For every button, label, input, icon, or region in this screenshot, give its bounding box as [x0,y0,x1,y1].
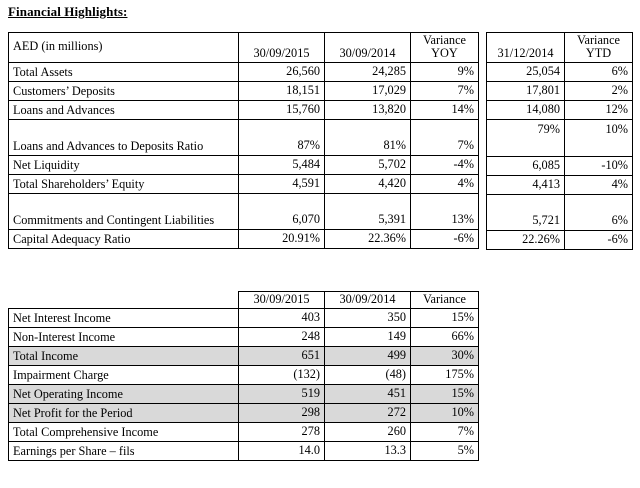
row-value-ytd: 22.26% [487,230,565,249]
row-variance-ytd: -6% [565,230,633,249]
column-header-blank [9,292,239,309]
table-row [9,229,479,248]
row-variance: 15% [411,308,479,327]
row-value-1: 248 [239,327,325,346]
row-label: Loans and Advances [9,100,239,119]
row-variance: -4% [411,155,479,174]
row-variance-ytd: 6% [565,194,633,230]
table-row [9,174,479,193]
row-value-2: 5,702 [325,155,411,174]
row-value-ytd: 25,054 [487,62,565,81]
row-value-2: 149 [325,327,411,346]
column-header-date-ytd: 31/12/2014 [487,33,565,63]
row-variance: 7% [411,81,479,100]
row-value-1: 87% [239,119,325,155]
table-row [487,175,633,194]
row-label: Impairment Charge [9,365,239,384]
row-value-1: 5,484 [239,155,325,174]
row-variance: 13% [411,193,479,229]
row-variance: 15% [411,384,479,403]
table-header-row [9,33,479,63]
table-row [9,441,479,460]
row-value-1: (132) [239,365,325,384]
row-value-2: 4,420 [325,174,411,193]
row-label: Total Comprehensive Income [9,422,239,441]
balance-sheet-table [8,32,479,249]
table-row [9,119,479,155]
table-header-row [487,33,633,63]
row-variance: 4% [411,174,479,193]
row-value-1: 651 [239,346,325,365]
column-header-label: AED (in millions) [9,33,239,63]
row-value-1: 6,070 [239,193,325,229]
table-row [9,100,479,119]
row-value-ytd: 79% [487,119,565,156]
row-value-ytd: 5,721 [487,194,565,230]
row-variance: 7% [411,422,479,441]
row-variance: 10% [411,403,479,422]
row-value-2: 5,391 [325,193,411,229]
row-label: Commitments and Contingent Liabilities [9,193,239,229]
table-row [9,193,479,229]
row-value-2: 451 [325,384,411,403]
table-row [487,194,633,230]
row-value-2: 13,820 [325,100,411,119]
table-row-total [9,346,479,365]
row-label: Customers’ Deposits [9,81,239,100]
row-value-2: 499 [325,346,411,365]
row-label: Loans and Advances to Deposits Ratio [9,119,239,155]
table-row-total [9,403,479,422]
row-value-2: 17,029 [325,81,411,100]
row-value-ytd: 17,801 [487,81,565,100]
row-variance-ytd: 2% [565,81,633,100]
row-label: Net Interest Income [9,308,239,327]
row-label: Net Profit for the Period [9,403,239,422]
variance-label: Variance [576,33,620,47]
balance-sheet-ytd-table [486,32,633,250]
row-value-2: 350 [325,308,411,327]
row-value-2: 24,285 [325,62,411,81]
row-variance: 5% [411,441,479,460]
column-header-variance-yoy [411,33,479,63]
row-value-1: 14.0 [239,441,325,460]
table-row [487,119,633,156]
row-variance: 14% [411,100,479,119]
row-variance: 7% [411,119,479,155]
table-row [9,422,479,441]
row-value-2: 22.36% [325,229,411,248]
row-value-1: 298 [239,403,325,422]
column-header-date-2: 30/09/2014 [325,292,411,309]
row-label: Total Shareholders’ Equity [9,174,239,193]
row-variance: -6% [411,229,479,248]
table-row [487,62,633,81]
row-label: Capital Adequacy Ratio [9,229,239,248]
page-title: Financial Highlights: [8,4,128,19]
table-row [9,155,479,174]
row-variance-ytd: -10% [565,156,633,175]
table-header-row [9,292,479,309]
row-label: Total Assets [9,62,239,81]
row-value-1: 15,760 [239,100,325,119]
row-label: Net Liquidity [9,155,239,174]
variance-label: Variance [422,33,466,47]
table-row [9,81,479,100]
variance-sub-label: YOY [431,45,458,60]
row-variance: 9% [411,62,479,81]
row-value-ytd: 6,085 [487,156,565,175]
row-value-1: 18,151 [239,81,325,100]
row-variance: 175% [411,365,479,384]
column-header-date-1: 30/09/2015 [239,33,325,63]
row-value-1: 519 [239,384,325,403]
row-variance-ytd: 4% [565,175,633,194]
table-row [487,81,633,100]
row-value-1: 26,560 [239,62,325,81]
income-statement-table [8,291,479,461]
row-value-ytd: 14,080 [487,100,565,119]
row-variance-ytd: 12% [565,100,633,119]
row-variance-ytd: 10% [565,119,633,156]
row-value-1: 20.91% [239,229,325,248]
row-label: Non-Interest Income [9,327,239,346]
row-label: Net Operating Income [9,384,239,403]
row-value-2: 81% [325,119,411,155]
row-value-1: 278 [239,422,325,441]
table-row [487,156,633,175]
row-variance-ytd: 6% [565,62,633,81]
variance-sub-label: YTD [585,45,612,60]
table-row [487,100,633,119]
column-header-variance-ytd [565,33,633,63]
column-header-variance: Variance [411,292,479,309]
row-value-2: 13.3 [325,441,411,460]
row-value-1: 4,591 [239,174,325,193]
row-label: Earnings per Share – fils [9,441,239,460]
table-row-total [9,384,479,403]
row-label: Total Income [9,346,239,365]
row-value-1: 403 [239,308,325,327]
row-value-2: (48) [325,365,411,384]
column-header-date-2: 30/09/2014 [325,33,411,63]
row-value-2: 260 [325,422,411,441]
table-row [9,308,479,327]
row-variance: 30% [411,346,479,365]
column-header-date-1: 30/09/2015 [239,292,325,309]
row-value-ytd: 4,413 [487,175,565,194]
row-variance: 66% [411,327,479,346]
table-row [487,230,633,249]
table-row [9,62,479,81]
table-row [9,327,479,346]
table-row [9,365,479,384]
row-value-2: 272 [325,403,411,422]
